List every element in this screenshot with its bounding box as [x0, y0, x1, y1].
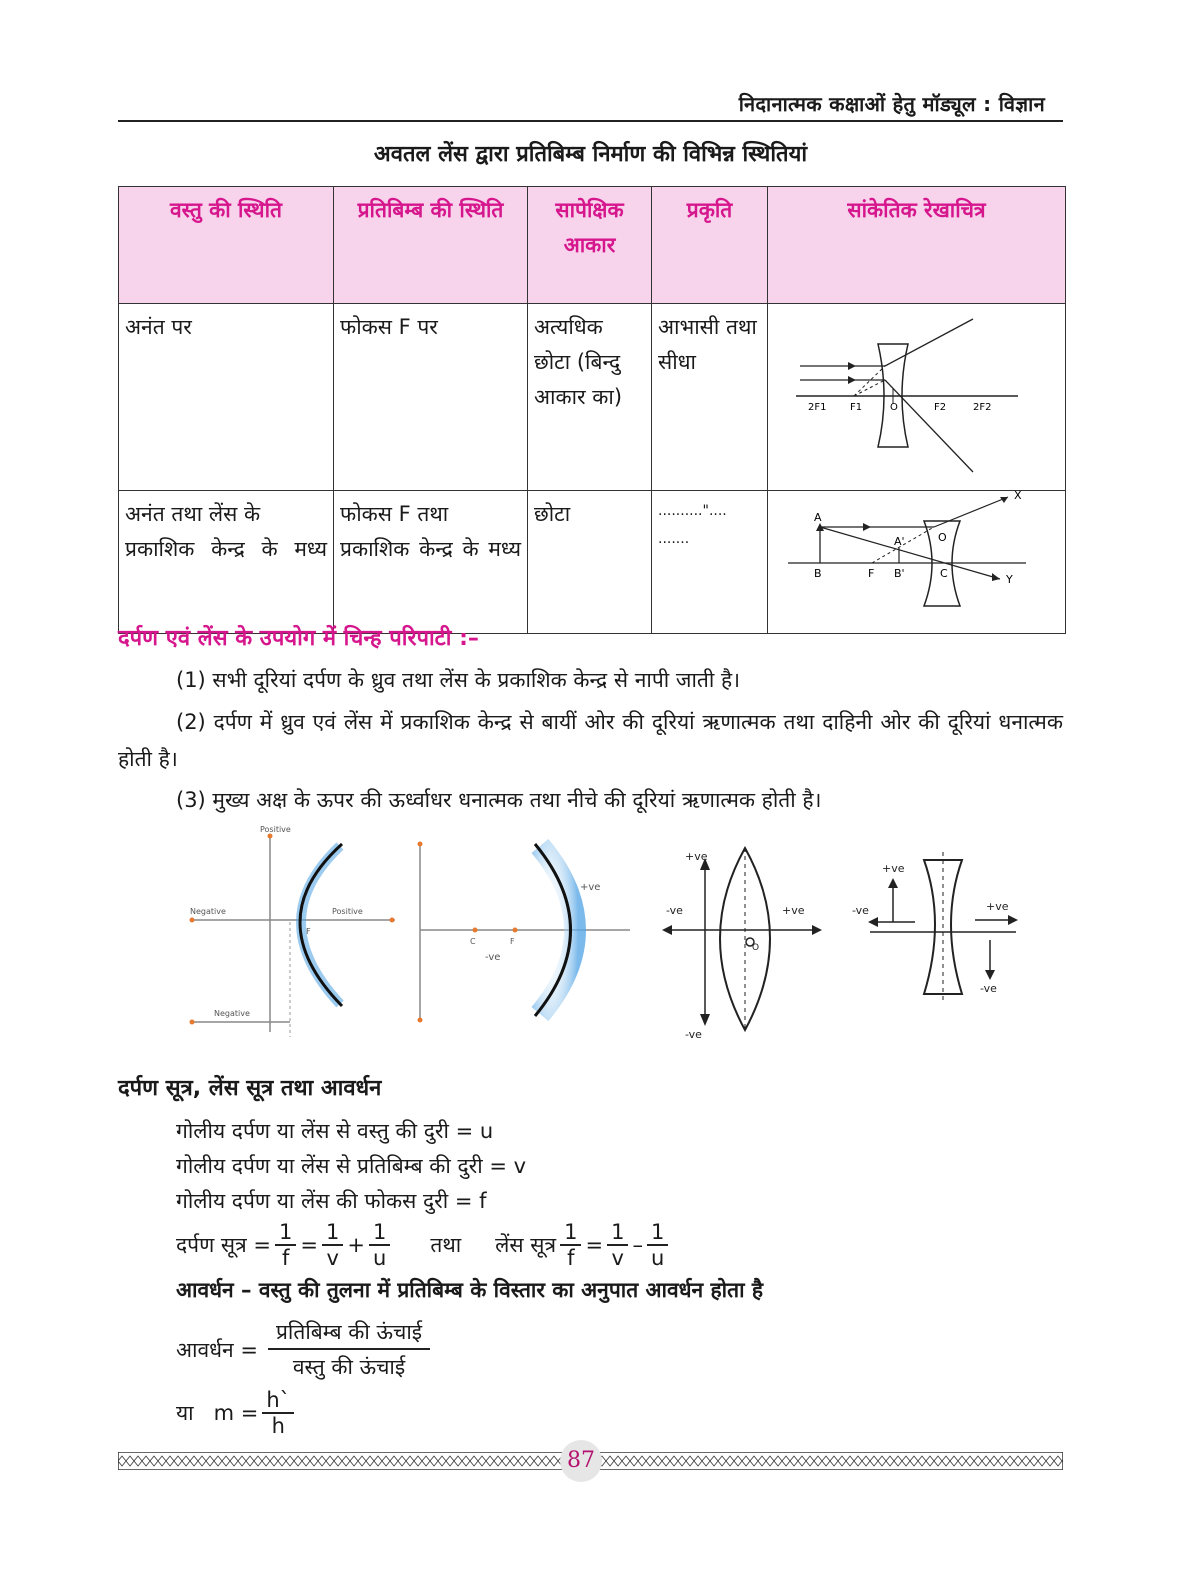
- label-o: O: [890, 402, 898, 413]
- label-nve: -ve: [685, 1028, 702, 1041]
- cell-diagram: [768, 304, 1066, 491]
- equals-sign: =: [585, 1233, 604, 1257]
- formula-heading: दर्पण सूत्र, लेंस सूत्र तथा आवर्धन: [118, 1076, 382, 1101]
- label-f: F: [510, 937, 515, 946]
- magnification-label: आवर्धन =: [176, 1338, 258, 1362]
- cell-size: छोटा: [528, 491, 652, 634]
- table-title: अवतल लेंस द्वारा प्रतिबिम्ब निर्माण की विभिन्न स्थितियां: [373, 142, 808, 167]
- fraction-1-over-u: $\frac{1}{u}$: [647, 1220, 668, 1270]
- col-header-size: सापेक्षिक आकार: [528, 187, 652, 304]
- col-header-diagram: सांकेतिक रेखाचित्र: [768, 187, 1066, 304]
- minus-sign: –: [632, 1233, 643, 1257]
- cell-image: फोकस F पर: [334, 304, 528, 491]
- magnification-ratio: [176, 1316, 434, 1384]
- table-header-row: [119, 187, 1066, 304]
- cell-diagram: [768, 491, 1066, 634]
- lens-formula-label: लेंस सूत्र: [495, 1233, 557, 1257]
- cell-image: फोकस F तथा प्रकाशिक केन्द्र के मध्य: [334, 491, 528, 634]
- fig-concave-lens: [852, 852, 1018, 1002]
- label-f2: F2: [934, 402, 947, 413]
- label-c: C: [470, 937, 476, 946]
- col-header-object: वस्तु की स्थिति: [119, 187, 334, 304]
- label-pve: +ve: [580, 882, 601, 893]
- label-b-prime: B': [894, 567, 905, 580]
- cell-object: अनंत पर: [119, 304, 334, 491]
- label-nve: -ve: [666, 904, 683, 917]
- label-pve: +ve: [882, 862, 905, 875]
- mirror-lens-formula: [176, 1220, 672, 1270]
- fraction-1-over-v: $\frac{1}{v}$: [607, 1220, 628, 1270]
- label-pve: +ve: [685, 850, 708, 863]
- label-f1: F1: [850, 402, 863, 413]
- label-nve: -ve: [485, 952, 501, 963]
- sign-rule-1: (1) सभी दूरियां दर्पण के ध्रुव तथा लेंस के प्रकाशिक केन्द्र से नापी जाती है।: [176, 668, 741, 692]
- label-o: O: [752, 943, 760, 953]
- m-formula: [176, 1388, 298, 1438]
- sign-convention-figures: [180, 822, 1040, 1047]
- h-ratio-fraction: $\frac{h`}{h}$: [262, 1388, 294, 1438]
- col-header-image: प्रतिबिम्ब की स्थिति: [334, 187, 528, 304]
- label-y: Y: [1006, 573, 1013, 586]
- sign-convention-heading: दर्पण एवं लेंस के उपयोग में चिन्ह परिपाटी :–: [118, 626, 479, 651]
- fraction-1-over-u: $\frac{1}{u}$: [369, 1220, 390, 1270]
- u-definition: गोलीय दर्पण या लेंस से वस्तु की दुरी = u: [176, 1119, 494, 1143]
- fig-concave-mirror: [418, 842, 631, 1023]
- label-nve: -ve: [852, 904, 869, 917]
- label-f: F: [306, 927, 311, 936]
- label-negative: Negative: [190, 907, 226, 916]
- col-header-nature: प्रकृति: [652, 187, 768, 304]
- label-positive: Positive: [260, 825, 291, 834]
- table-row: [119, 491, 1066, 634]
- sign-rule-2: (2) दर्पण में ध्रुव एवं लेंस में प्रकाशिक केन्द्र से बायीं ओर की दूरियां ऋणात्मक तथा दाहिनी ओर की दूरियां धनात्मक होती है।: [118, 710, 1063, 771]
- label-pve: +ve: [782, 904, 805, 917]
- label-f: F: [868, 567, 875, 580]
- label-negative: Negative: [214, 1009, 250, 1018]
- f-definition: गोलीय दर्पण या लेंस की फोकस दुरी = f: [176, 1189, 487, 1213]
- lens-image-table: [118, 186, 1066, 634]
- label-b: B: [814, 567, 822, 580]
- mirror-formula-label: दर्पण सूत्र =: [176, 1233, 271, 1257]
- m-label: या m =: [176, 1401, 259, 1425]
- label-2f2: 2F2: [973, 402, 992, 413]
- cell-object: अनंत तथा लेंस के प्रकाशिक केन्द्र के मध्य: [119, 491, 334, 634]
- label-c: C: [940, 567, 948, 580]
- magnification-definition: आवर्धन – वस्तु की तुलना में प्रतिबिम्ब के विस्तार का अनुपात आवर्धन होता है: [176, 1278, 763, 1302]
- label-a: A: [814, 511, 822, 524]
- magnification-fraction: $\frac{\text{प्रतिबिम्ब की ऊंचाई}}{\text{वस्तु की ऊंचाई}}$: [268, 1316, 430, 1384]
- cell-nature: ..........".... .......: [652, 491, 768, 634]
- header-rule: [118, 120, 1063, 122]
- cell-nature: आभासी तथा सीधा: [652, 304, 768, 491]
- label-a-prime: A': [894, 535, 905, 548]
- fraction-1-over-f: $\frac{1}{f}$: [275, 1220, 296, 1270]
- concave-lens-ray-diagram-1: [768, 304, 1066, 479]
- table-row: [119, 304, 1066, 491]
- page-header-title: निदानात्मक कक्षाओं हेतु मॉड्यूल : विज्ञान: [738, 92, 1045, 116]
- fraction-1-over-f: $\frac{1}{f}$: [560, 1220, 581, 1270]
- fig-mirror-axes-1: [190, 825, 396, 1037]
- label-positive: Positive: [332, 907, 363, 916]
- and-word: तथा: [430, 1233, 462, 1257]
- v-definition: गोलीय दर्पण या लेंस से प्रतिबिम्ब की दुरी = v: [176, 1154, 527, 1178]
- fraction-1-over-v: $\frac{1}{v}$: [322, 1220, 343, 1270]
- label-2f1: 2F1: [808, 402, 827, 413]
- label-nve: -ve: [980, 982, 997, 995]
- label-o: O: [938, 531, 947, 544]
- fig-convex-lens: [662, 848, 822, 1041]
- equals-sign: =: [300, 1233, 318, 1257]
- label-pve: +ve: [986, 900, 1009, 913]
- page-number: 87: [560, 1440, 602, 1482]
- sign-rule-3: (3) मुख्य अक्ष के ऊपर की ऊर्ध्वाधर धनात्मक तथा नीचे की दूरियां ऋणात्मक होती है।: [176, 788, 822, 812]
- plus-sign: +: [347, 1233, 365, 1257]
- label-x: X: [1014, 491, 1022, 502]
- cell-size: अत्यधिक छोटा (बिन्दु आकार का): [528, 304, 652, 491]
- concave-lens-ray-diagram-2: [768, 491, 1066, 622]
